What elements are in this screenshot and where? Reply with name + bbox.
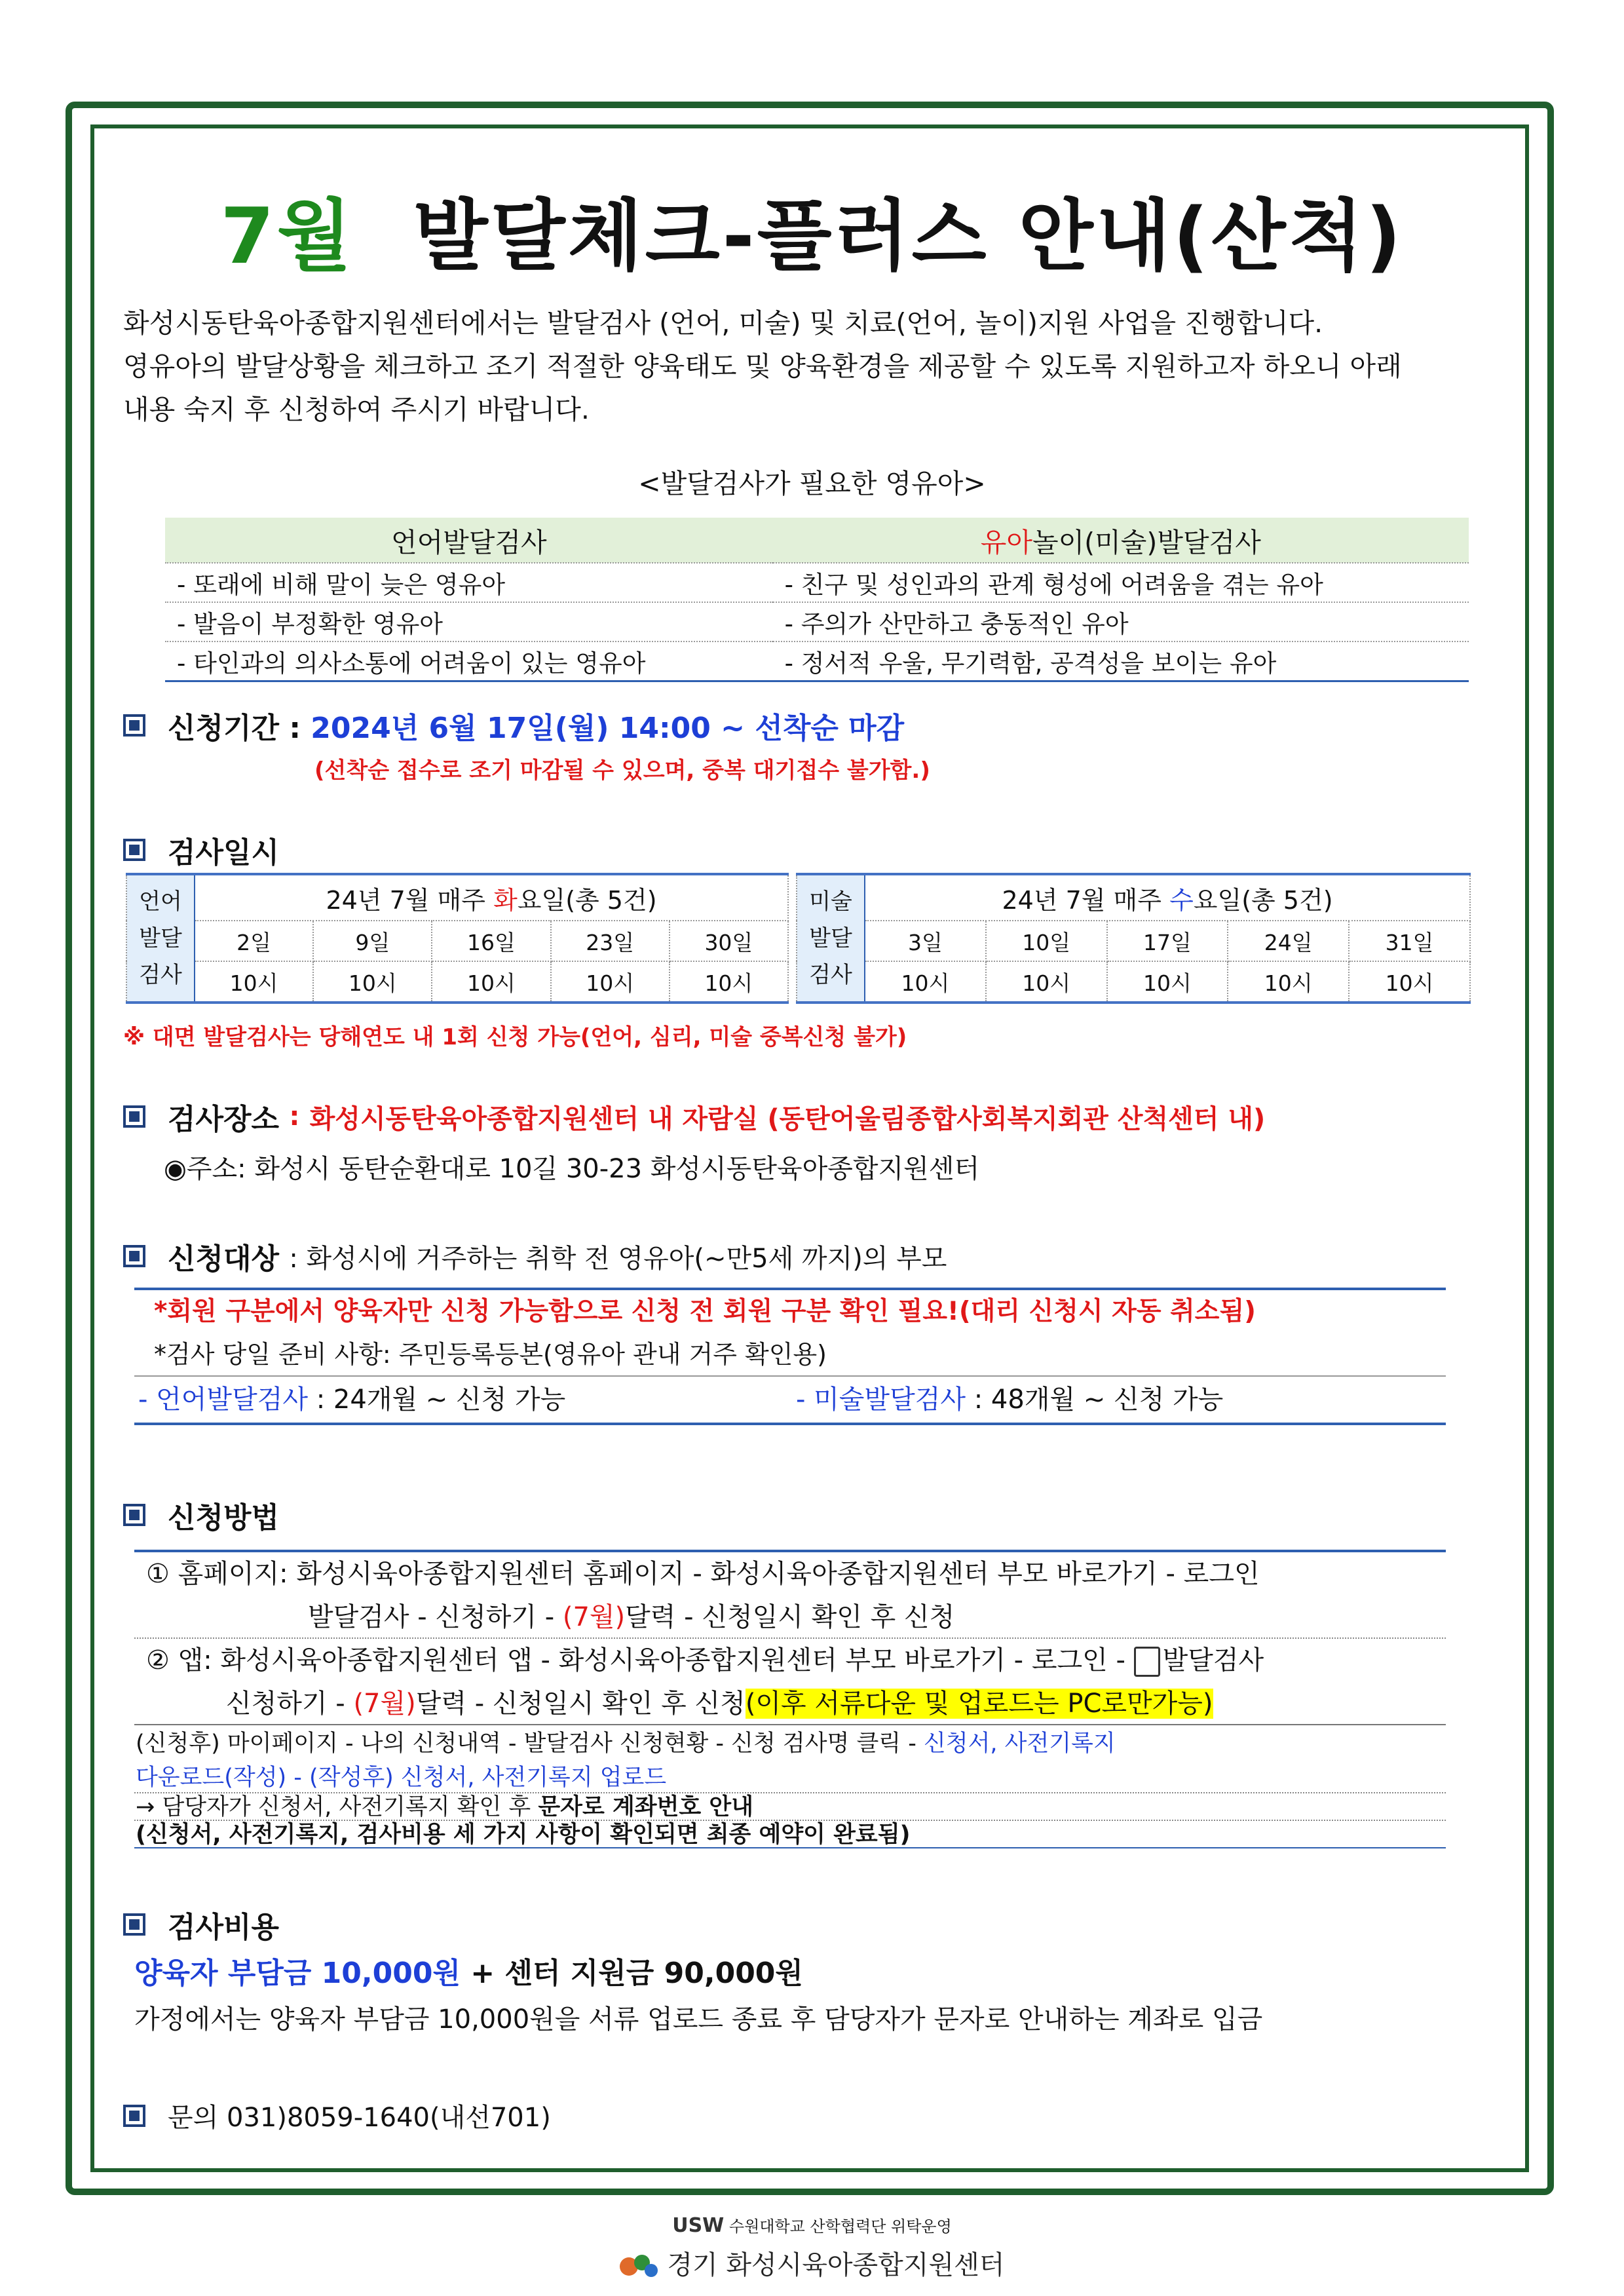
cost-desc: 가정에서는 양육자 부담금 10,000원을 서류 업로드 종료 후 담당자가 문자로 안내하는 계좌로 입금: [134, 2004, 1263, 2035]
period-section: 신청기간 : 2024년 6월 17일(월) 14:00 ~ 선착순 마감: [123, 704, 904, 746]
schedule-note: ※ 대면 발달검사는 당해연도 내 1회 신청 가능(언어, 심리, 미술 중복신청 불가): [123, 1024, 907, 1050]
period-note: (선착순 접수로 조기 마감될 수 있으며, 중복 대기접수 불가함.): [314, 757, 930, 784]
footer-center: 경기 화성시육아종합지원센터: [0, 2244, 1624, 2282]
square-bullet-icon: [123, 2105, 145, 2127]
contact-section: 문의 031)8059-1640(내선701): [123, 2097, 551, 2134]
square-bullet-icon: [123, 839, 145, 861]
lang-schedule: 언어 발달 검사 24년 7월 매주 화요일(총 5건) 2일 9일 16일 23일 30일 10시 10시 10시 10시 10시: [126, 873, 789, 1004]
title-month: 7월: [220, 191, 354, 281]
target-section: 신청대상 : 화성시에 거주하는 취학 전 영유아(~만5세 까지)의 부모: [123, 1235, 947, 1277]
page-title: [0, 174, 1624, 285]
intro-text: 화성시동탄육아종합지원센터에서는 발달검사 (언어, 미술) 및 치료(언어, 놀이)지원 사업을 진행합니다. 영유아의 발달상황을 체크하고 조기 적절한 양육태도 및 양육환경을 제공할 수 있도록 지원하고자 하오니 아래 내용 숙지 후 신청하여 주시기 바랍니다.: [123, 307, 1402, 425]
schedule-section: 검사일시: [123, 829, 279, 871]
footer-usw: USW 수원대학교 산학협력단 위탁운영: [672, 2214, 952, 2237]
title-rest: 발달체크-플러스 안내(산척): [413, 191, 1404, 281]
method-section: 신청방법: [123, 1494, 279, 1536]
method-box: ① 홈페이지: 화성시육아종합지원센터 홈페이지 - 화성시육아종합지원센터 부모 바로가기 - 로그인 발달검사 - 신청하기 - (7월)달력 - 신청일시 확인 후 신청 ② 앱: 화성시육아종합지원센터 앱 - 화성시육아종합지원센터 부모 바로가기 - 로그인 - 발달검사 신청하기 - (7월)달력 - 신청일시 확인 후 신청(이후 서류다운 및 업로드는 PC로만가능) (신청후) 마이페이지 - 나의 신청내역 - 발달검사 신청현황 - 신청 검사명 클릭 - 신청서, 사전기록지 다운로드(작성) - (작성후) 신청서, 사전기록지 업로드 → 담당자가 신청서, 사전기록지 확인 후 문자로 계좌번호 안내 (신청서, 사전기록지, 검사비용 세 가지 사항이 확인되면 최종 예약이 완료됨): [134, 1550, 1446, 1848]
square-bullet-icon: [123, 1245, 145, 1267]
place-address: ◉주소: 화성시 동탄순환대로 10길 30-23 화성시동탄육아종합지원센터: [164, 1154, 980, 1184]
square-bullet-icon: [123, 1913, 145, 1936]
art-schedule: 미술 발달 검사 24년 7월 매주 수요일(총 5건) 3일 10일 17일 24일 31일 10시 10시 10시 10시 10시: [796, 873, 1471, 1004]
square-bullet-icon: [123, 1105, 145, 1128]
center-logo-icon: [620, 2252, 659, 2281]
cost-amount: 양육자 부담금 10,000원 + 센터 지원금 90,000원: [134, 1957, 803, 1990]
clipboard-icon: [1134, 1647, 1160, 1677]
place-section: 검사장소 : 화성시동탄육아종합지원센터 내 자람실 (동탄어울림종합사회복지회관 산척센터 내): [123, 1096, 1265, 1138]
cost-section: 검사비용: [123, 1904, 279, 1945]
need-heading: <발달검사가 필요한 영유아>: [638, 468, 986, 499]
square-bullet-icon: [123, 714, 145, 737]
need-table: 언어발달검사 유아놀이(미술)발달검사 - 또래에 비해 말이 늦은 영유아 - 친구 및 성인과의 관계 형성에 어려움을 겪는 유아 - 발음이 부정확한 영유아 - 주의가 산만하고 충동적인 유아 - 타인과의 의사소통에 어려움이 있는 영유아 - 정서적 우울, 무기력함, 공격성을 보이는 유아: [165, 518, 1469, 682]
square-bullet-icon: [123, 1504, 145, 1526]
target-box: *회원 구분에서 양육자만 신청 가능함으로 신청 전 회원 구분 확인 필요!(대리 신청시 자동 취소됨) *검사 당일 준비 사항: 주민등록등본(영유아 관내 거주 확인용) - 언어발달검사 : 24개월 ~ 신청 가능 - 미술발달검사 : 48개월 ~ 신청 가능: [134, 1288, 1446, 1425]
